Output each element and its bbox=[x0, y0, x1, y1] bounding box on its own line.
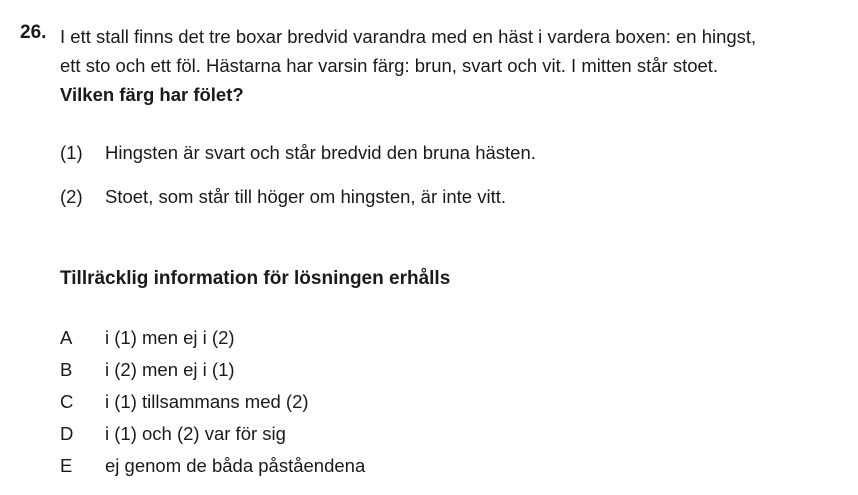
answer-option-d[interactable] bbox=[60, 418, 365, 450]
answer-option-b[interactable] bbox=[60, 354, 365, 386]
option-text: i (2) men ej i (1) bbox=[105, 359, 235, 380]
statement-text: Stoet, som står till höger om hingsten, är inte vitt. bbox=[105, 186, 507, 207]
instruction-heading: Tillräcklig information för lösningen erhålls bbox=[60, 268, 451, 289]
option-letter: D bbox=[60, 423, 74, 444]
statement-text: Hingsten är svart och står bredvid den bruna hästen. bbox=[105, 142, 536, 163]
option-text: i (1) tillsammans med (2) bbox=[105, 391, 309, 412]
question-stem bbox=[60, 22, 845, 109]
statement-2 bbox=[60, 186, 506, 208]
option-text: i (1) och (2) var för sig bbox=[105, 423, 286, 444]
statement-number: (2) bbox=[60, 186, 83, 207]
option-text: i (1) men ej i (2) bbox=[105, 327, 235, 348]
option-letter: A bbox=[60, 327, 73, 348]
statement-number: (1) bbox=[60, 142, 83, 163]
option-letter: C bbox=[60, 391, 74, 412]
answer-option-a[interactable] bbox=[60, 322, 365, 354]
option-letter: E bbox=[60, 455, 73, 476]
stem-line: ett sto och ett föl. Hästarna har varsin färg: brun, svart och vit. I mitten står stoet. bbox=[60, 55, 719, 76]
option-letter: B bbox=[60, 359, 73, 380]
statement-1 bbox=[60, 142, 536, 164]
answer-option-e[interactable] bbox=[60, 450, 365, 482]
question-ask: Vilken färg har fölet? bbox=[60, 84, 244, 105]
answer-option-c[interactable] bbox=[60, 386, 365, 418]
question-number: 26. bbox=[20, 22, 47, 43]
stem-line: I ett stall finns det tre boxar bredvid varandra med en häst i vardera boxen: en hingst, bbox=[60, 26, 757, 47]
option-text: ej genom de båda påståendena bbox=[105, 455, 366, 476]
answer-options bbox=[60, 322, 365, 482]
